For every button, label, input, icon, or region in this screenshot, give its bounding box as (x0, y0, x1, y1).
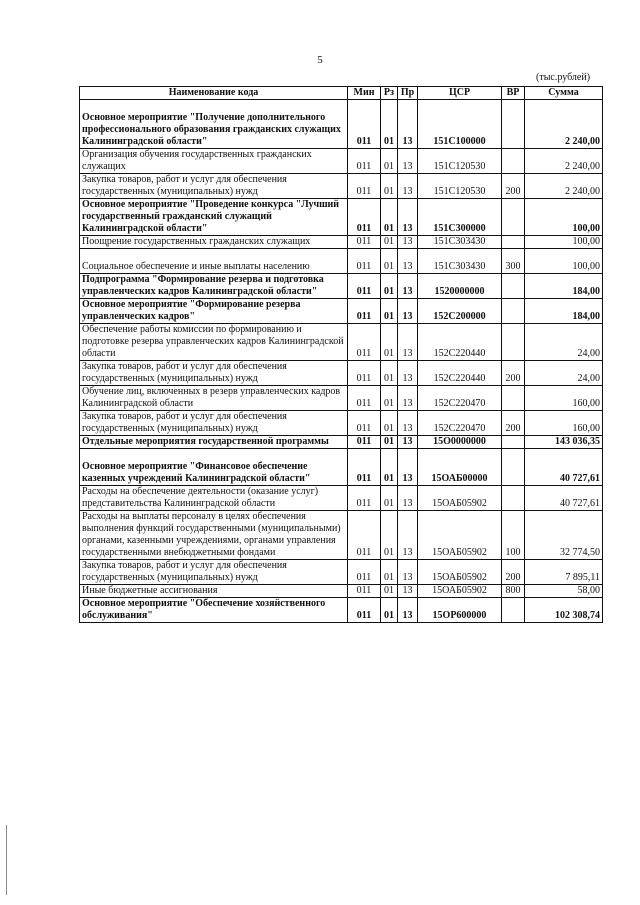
cell-pr: 13 (398, 560, 418, 585)
cell-vr: 200 (502, 560, 525, 585)
cell-csr: 152С220470 (418, 411, 502, 436)
cell-csr: 151С120530 (418, 174, 502, 199)
cell-sum: 7 895,11 (525, 560, 603, 585)
cell-csr: 152С220440 (418, 361, 502, 386)
cell-sum: 143 036,35 (525, 436, 603, 449)
cell-name: Организация обучения государственных гражданских служащих (80, 149, 348, 174)
cell-csr: 15ОАБ05902 (418, 486, 502, 511)
cell-pr: 13 (398, 100, 418, 149)
cell-name: Подпрограмма "Формирование резерва и подготовка управленческих кадров Калининградской области" (80, 274, 348, 299)
cell-min: 011 (348, 299, 381, 324)
table-row (80, 236, 603, 249)
cell-pr: 13 (398, 486, 418, 511)
cell-rz: 01 (381, 598, 398, 623)
cell-rz: 01 (381, 585, 398, 598)
table-row (80, 324, 603, 361)
cell-name: Расходы на обеспечение деятельности (оказание услуг) представительства Калининградской области (80, 486, 348, 511)
cell-min: 011 (348, 324, 381, 361)
cell-rz: 01 (381, 236, 398, 249)
budget-table (79, 86, 603, 623)
table-row (80, 560, 603, 585)
cell-name: Отдельные мероприятия государственной программы (80, 436, 348, 449)
cell-min: 011 (348, 274, 381, 299)
table-row (80, 511, 603, 560)
cell-csr: 151С300000 (418, 199, 502, 236)
cell-min: 011 (348, 100, 381, 149)
cell-rz: 01 (381, 361, 398, 386)
table-row (80, 149, 603, 174)
cell-vr (502, 486, 525, 511)
cell-sum: 100,00 (525, 199, 603, 236)
cell-min: 011 (348, 585, 381, 598)
cell-pr: 13 (398, 436, 418, 449)
cell-min: 011 (348, 436, 381, 449)
cell-sum: 2 240,00 (525, 100, 603, 149)
cell-name: Обучение лиц, включенных в резерв управленческих кадров Калининградской области (80, 386, 348, 411)
cell-sum: 24,00 (525, 361, 603, 386)
cell-sum: 184,00 (525, 299, 603, 324)
header-pr: Пр (398, 87, 418, 100)
cell-name: Закупка товаров, работ и услуг для обеспечения государственных (муниципальных) нужд (80, 411, 348, 436)
cell-rz: 01 (381, 511, 398, 560)
cell-csr: 152С200000 (418, 299, 502, 324)
cell-rz: 01 (381, 486, 398, 511)
cell-sum: 184,00 (525, 274, 603, 299)
cell-vr (502, 236, 525, 249)
cell-csr: 151С100000 (418, 100, 502, 149)
cell-csr: 152С220440 (418, 324, 502, 361)
cell-min: 011 (348, 411, 381, 436)
cell-rz: 01 (381, 249, 398, 274)
cell-pr: 13 (398, 236, 418, 249)
cell-rz: 01 (381, 386, 398, 411)
cell-pr: 13 (398, 199, 418, 236)
cell-rz: 01 (381, 100, 398, 149)
cell-rz: 01 (381, 324, 398, 361)
cell-rz: 01 (381, 149, 398, 174)
page-number: 5 (317, 54, 323, 66)
cell-rz: 01 (381, 199, 398, 236)
cell-pr: 13 (398, 585, 418, 598)
cell-sum: 102 308,74 (525, 598, 603, 623)
cell-sum: 32 774,50 (525, 511, 603, 560)
table-row (80, 199, 603, 236)
cell-vr: 200 (502, 174, 525, 199)
cell-sum: 2 240,00 (525, 149, 603, 174)
binding-margin-line (6, 825, 7, 895)
cell-name: Закупка товаров, работ и услуг для обеспечения государственных (муниципальных) нужд (80, 560, 348, 585)
cell-min: 011 (348, 249, 381, 274)
header-name: Наименование кода (80, 87, 348, 100)
table-row (80, 585, 603, 598)
table-row (80, 598, 603, 623)
cell-pr: 13 (398, 249, 418, 274)
cell-sum: 100,00 (525, 236, 603, 249)
cell-csr: 151С120530 (418, 149, 502, 174)
cell-pr: 13 (398, 411, 418, 436)
cell-pr: 13 (398, 324, 418, 361)
cell-csr: 15ОР600000 (418, 598, 502, 623)
cell-name: Основное мероприятие "Формирование резерва управленческих кадров" (80, 299, 348, 324)
cell-sum: 58,00 (525, 585, 603, 598)
table-row (80, 174, 603, 199)
cell-sum: 40 727,61 (525, 486, 603, 511)
cell-csr: 15ОАБ05902 (418, 585, 502, 598)
cell-vr (502, 386, 525, 411)
cell-name: Основное мероприятие "Проведение конкурса "Лучший государственный гражданский служащий Калининградской области" (80, 199, 348, 236)
cell-pr: 13 (398, 274, 418, 299)
cell-vr (502, 149, 525, 174)
cell-min: 011 (348, 386, 381, 411)
cell-csr: 15О0000000 (418, 436, 502, 449)
cell-csr: 15ОАБ05902 (418, 560, 502, 585)
cell-vr: 300 (502, 249, 525, 274)
cell-pr: 13 (398, 511, 418, 560)
cell-csr: 152С220470 (418, 386, 502, 411)
table-row (80, 449, 603, 486)
table-row (80, 436, 603, 449)
cell-min: 011 (348, 236, 381, 249)
cell-pr: 13 (398, 149, 418, 174)
cell-name: Обеспечение работы комиссии по формированию и подготовке резерва управленческих кадров Калининградской области (80, 324, 348, 361)
table-row (80, 299, 603, 324)
cell-vr (502, 100, 525, 149)
header-rz: Рз (381, 87, 398, 100)
cell-name: Закупка товаров, работ и услуг для обеспечения государственных (муниципальных) нужд (80, 174, 348, 199)
cell-name: Основное мероприятие "Обеспечение хозяйственного обслуживания" (80, 598, 348, 623)
cell-csr: 151С303430 (418, 236, 502, 249)
cell-sum: 160,00 (525, 386, 603, 411)
cell-min: 011 (348, 361, 381, 386)
cell-min: 011 (348, 149, 381, 174)
cell-name: Основное мероприятие "Получение дополнительного профессионального образования гражданских служащих Калининградской области" (80, 100, 348, 149)
table-row (80, 274, 603, 299)
cell-pr: 13 (398, 598, 418, 623)
cell-name: Иные бюджетные ассигнования (80, 585, 348, 598)
cell-csr: 15ОАБ00000 (418, 449, 502, 486)
cell-name: Закупка товаров, работ и услуг для обеспечения государственных (муниципальных) нужд (80, 361, 348, 386)
table-row (80, 249, 603, 274)
cell-pr: 13 (398, 174, 418, 199)
cell-sum: 24,00 (525, 324, 603, 361)
cell-sum: 2 240,00 (525, 174, 603, 199)
table-row (80, 361, 603, 386)
cell-vr: 100 (502, 511, 525, 560)
cell-name: Социальное обеспечение и иные выплаты населению (80, 249, 348, 274)
cell-csr: 1520000000 (418, 274, 502, 299)
table-row (80, 100, 603, 149)
cell-vr (502, 436, 525, 449)
cell-pr: 13 (398, 299, 418, 324)
cell-min: 011 (348, 511, 381, 560)
cell-rz: 01 (381, 174, 398, 199)
cell-vr (502, 274, 525, 299)
cell-rz: 01 (381, 299, 398, 324)
cell-vr (502, 449, 525, 486)
cell-min: 011 (348, 449, 381, 486)
cell-vr (502, 598, 525, 623)
cell-name: Основное мероприятие "Финансовое обеспечение казенных учреждений Калининградской области" (80, 449, 348, 486)
cell-sum: 100,00 (525, 249, 603, 274)
cell-vr: 200 (502, 411, 525, 436)
header-vr: ВР (502, 87, 525, 100)
cell-min: 011 (348, 486, 381, 511)
cell-sum: 160,00 (525, 411, 603, 436)
header-sum: Сумма (525, 87, 603, 100)
cell-rz: 01 (381, 411, 398, 436)
cell-rz: 01 (381, 449, 398, 486)
cell-name: Поощрение государственных гражданских служащих (80, 236, 348, 249)
table-row (80, 411, 603, 436)
cell-rz: 01 (381, 274, 398, 299)
table-row (80, 386, 603, 411)
table-header-row (80, 87, 603, 100)
cell-min: 011 (348, 598, 381, 623)
cell-rz: 01 (381, 436, 398, 449)
cell-vr (502, 299, 525, 324)
cell-csr: 151С303430 (418, 249, 502, 274)
cell-pr: 13 (398, 386, 418, 411)
units-label: (тыс.рублей) (536, 72, 591, 83)
header-csr: ЦСР (418, 87, 502, 100)
cell-vr (502, 324, 525, 361)
cell-pr: 13 (398, 449, 418, 486)
cell-vr (502, 199, 525, 236)
cell-name: Расходы на выплаты персоналу в целях обеспечения выполнения функций государственными (муниципальными) органами, казенными учреждениями, органами управления государственными внебюджетными фондами (80, 511, 348, 560)
cell-vr: 800 (502, 585, 525, 598)
header-min: Мин (348, 87, 381, 100)
cell-sum: 40 727,61 (525, 449, 603, 486)
cell-csr: 15ОАБ05902 (418, 511, 502, 560)
cell-min: 011 (348, 560, 381, 585)
cell-rz: 01 (381, 560, 398, 585)
cell-vr: 200 (502, 361, 525, 386)
cell-pr: 13 (398, 361, 418, 386)
table-row (80, 486, 603, 511)
cell-min: 011 (348, 199, 381, 236)
cell-min: 011 (348, 174, 381, 199)
